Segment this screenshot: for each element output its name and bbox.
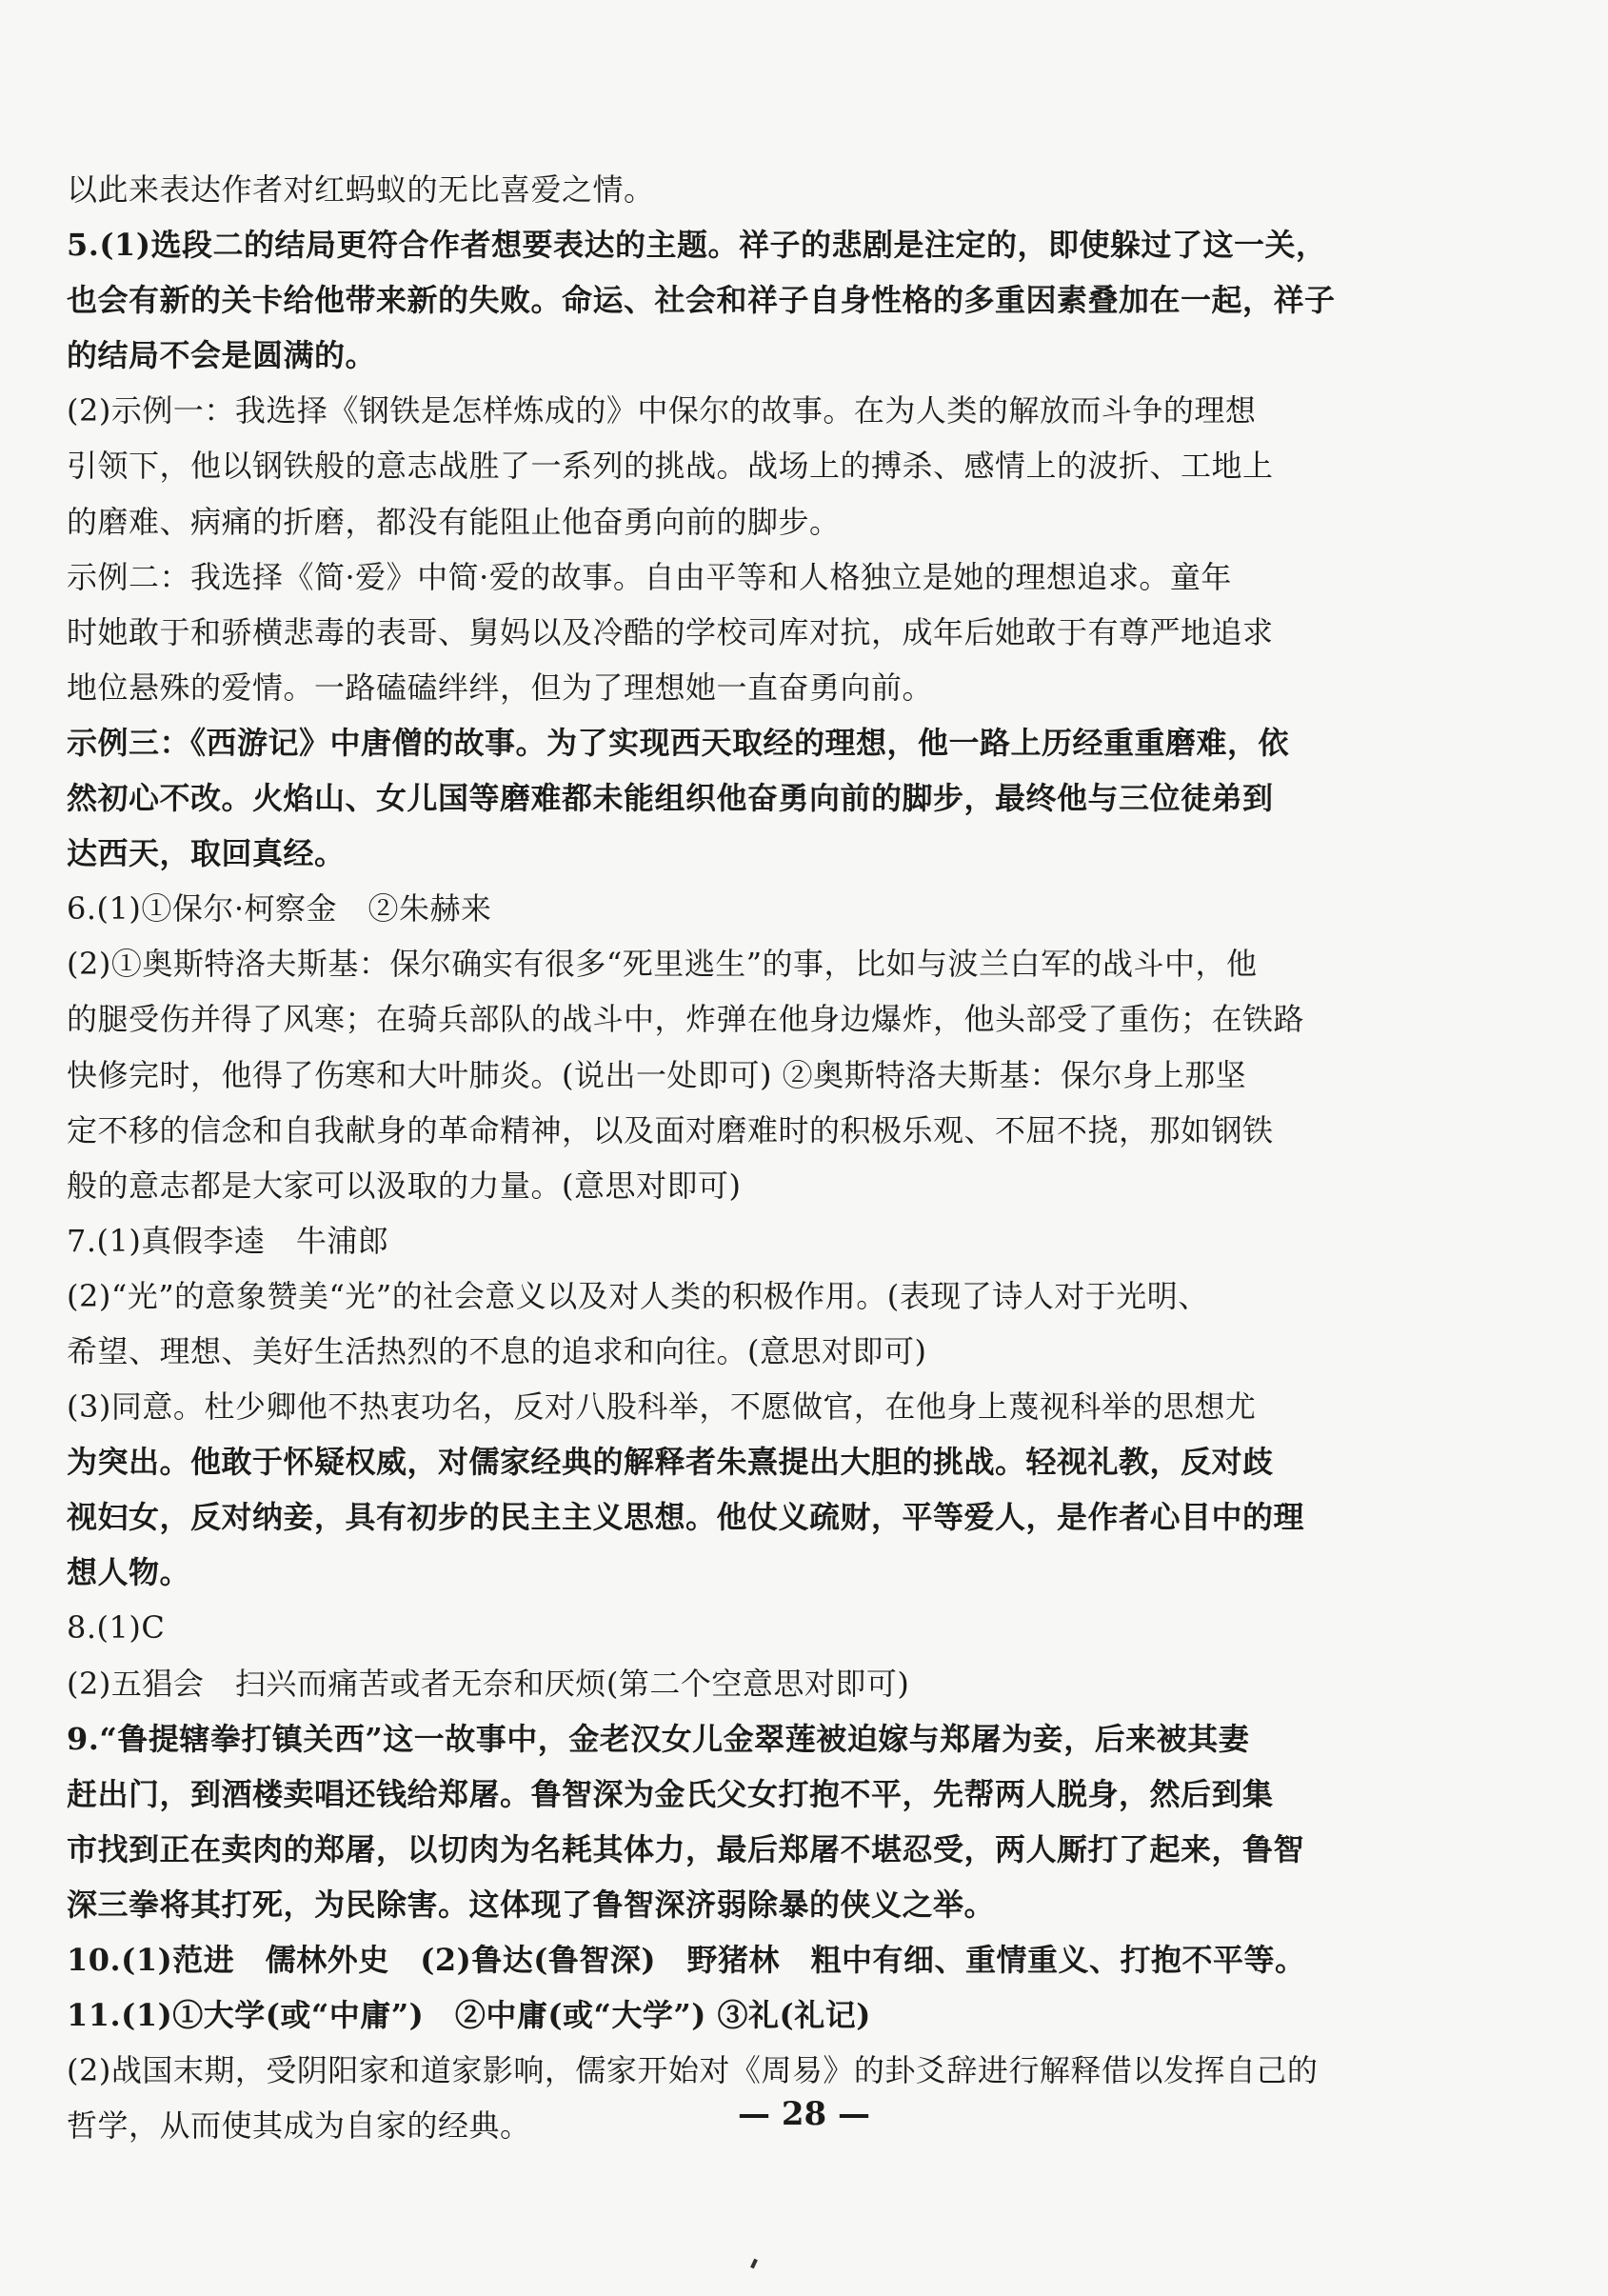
text-line: 市找到正在卖肉的郑屠，以切肉为名耗其体力，最后郑屠不堪忍受，两人厮打了起来，鲁智 [67, 1830, 1305, 1867]
text-line: 般的意志都是大家可以汲取的力量。(意思对即可) [67, 1167, 742, 1204]
text-line: 深三拳将其打死，为民除害。这体现了鲁智深济弱除暴的侠义之举。 [67, 1886, 996, 1923]
text-line: 快修完时，他得了伤寒和大叶肺炎。(说出一处即可) ②奥斯特洛夫斯基：保尔身上那坚 [67, 1056, 1247, 1093]
text-line: (2)战国末期，受阴阳家和道家影响，儒家开始对《周易》的卦爻辞进行解释借以发挥自己的 [67, 2052, 1319, 2089]
text-line: 6.(1)①保尔·柯察金 ②朱赫来 [67, 890, 492, 928]
document-body [67, 162, 1390, 2153]
text-line: 为突出。他敢于怀疑权威，对儒家经典的解释者朱熹提出大胆的挑战。轻视礼教，反对歧 [67, 1444, 1274, 1481]
text-line: (2)五猖会 扫兴而痛苦或者无奈和厌烦(第二个空意思对即可) [67, 1665, 910, 1702]
text-line: 地位悬殊的爱情。一路磕磕绊绊，但为了理想她一直奋勇向前。 [67, 669, 934, 706]
text-line: (3)同意。杜少卿他不热衷功名，反对八股科举，不愿做官，在他身上蔑视科举的思想尤 [67, 1388, 1257, 1426]
text-line: (2)“光”的意象赞美“光”的社会意义以及对人类的积极作用。(表现了诗人对于光明、 [67, 1277, 1209, 1314]
text-line: 时她敢于和骄横悲毒的表哥、舅妈以及冷酷的学校司库对抗，成年后她敢于有尊严地追求 [67, 613, 1274, 650]
text-line: 的磨难、病痛的折磨，都没有能阻止他奋勇向前的脚步。 [67, 503, 841, 540]
text-line: 赶出门，到酒楼卖唱还钱给郑屠。鲁智深为金氏父女打抱不平，先帮两人脱身，然后到集 [67, 1775, 1274, 1812]
text-line: 的结局不会是圆满的。 [67, 337, 377, 374]
text-line: 7.(1)真假李逵 牛浦郎 [67, 1222, 389, 1259]
text-line: 9.“鲁提辖拳打镇关西”这一故事中，金老汉女儿金翠莲被迫嫁与郑屠为妾，后来被其妻 [67, 1720, 1250, 1757]
text-line: 也会有新的关卡给他带来新的失败。命运、社会和祥子自身性格的多重因素叠加在一起，祥子 [67, 282, 1336, 319]
text-line: 示例二：我选择《简·爱》中简·爱的故事。自由平等和人格独立是她的理想追求。童年 [67, 558, 1232, 595]
page-number: — 28 — [738, 2095, 870, 2133]
text-line: 然初心不改。火焰山、女儿国等磨难都未能组织他奋勇向前的脚步，最终他与三位徒弟到 [67, 780, 1274, 817]
text-line: 5.(1)选段二的结局更符合作者想要表达的主题。祥子的悲剧是注定的，即使躲过了这一关， [67, 227, 1327, 264]
text-line: 示例三：《西游记》中唐僧的故事。为了实现西天取经的理想，他一路上历经重重磨难，依 [67, 724, 1290, 761]
text-line: 11.(1)①大学(或“中庸”) ②中庸(或“大学”) ③礼(礼记) [67, 1997, 871, 2034]
text-line: 视妇女，反对纳妾，具有初步的民主主义思想。他仗义疏财，平等爱人，是作者心目中的理 [67, 1499, 1305, 1536]
text-line: 引领下，他以钢铁般的意志战胜了一系列的挑战。战场上的搏杀、感情上的波折、工地上 [67, 448, 1274, 485]
text-line: 的腿受伤并得了风寒；在骑兵部队的战斗中，炸弹在他身边爆炸，他头部受了重伤；在铁路 [67, 1001, 1305, 1038]
text-line: (2)①奥斯特洛夫斯基：保尔确实有很多“死里逃生”的事，比如与波兰白军的战斗中，他 [67, 946, 1258, 983]
text-line: 哲学，从而使其成为自家的经典。 [67, 2107, 531, 2145]
text-line: 8.(1)C [67, 1609, 166, 1647]
text-line: 达西天，取回真经。 [67, 835, 346, 872]
text-line: 10.(1)范进 儒林外史 (2)鲁达(鲁智深) 野猪林 粗中有细、重情重义、打抱不平等。 [67, 1942, 1306, 1978]
text-line: 希望、理想、美好生活热烈的不息的追求和向往。(意思对即可) [67, 1332, 927, 1369]
text-line: 定不移的信念和自我献身的革命精神，以及面对磨难时的积极乐观、不屈不挠，那如钢铁 [67, 1111, 1274, 1148]
text-line: (2)示例一：我选择《钢铁是怎样炼成的》中保尔的故事。在为人类的解放而斗争的理想 [67, 392, 1257, 429]
text-line: 想人物。 [67, 1554, 191, 1591]
scan-speck [750, 2259, 758, 2269]
text-line: 以此来表达作者对红蚂蚁的无比喜爱之情。 [67, 171, 655, 208]
